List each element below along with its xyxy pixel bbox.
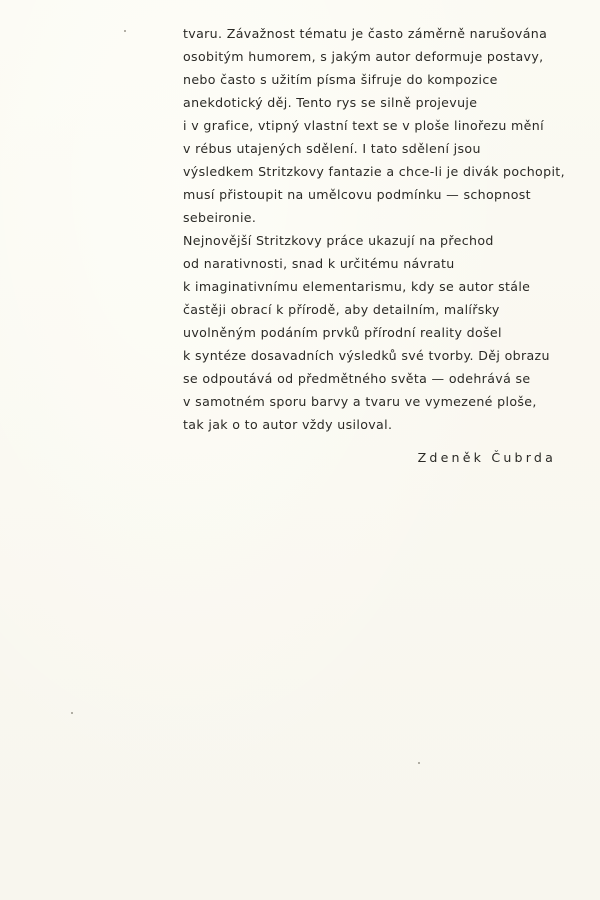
text-line: od narativnosti, snad k určitému návratu bbox=[183, 256, 455, 271]
text-line: Nejnovější Stritzkovy práce ukazují na přechod bbox=[183, 233, 494, 248]
paper-speck bbox=[71, 712, 73, 714]
paper-speck bbox=[418, 762, 420, 764]
text-line: k syntéze dosavadních výsledků své tvorby. Děj obrazu bbox=[183, 348, 550, 363]
text-line: výsledkem Stritzkovy fantazie a chce-li je divák pochopit, bbox=[183, 164, 565, 179]
text-line: uvolněným podáním prvků přírodní reality došel bbox=[183, 325, 502, 340]
text-line: častěji obrací k přírodě, aby detailním, malířsky bbox=[183, 302, 500, 317]
text-line: k imaginativnímu elementarismu, kdy se autor stále bbox=[183, 279, 531, 294]
body-text bbox=[183, 22, 563, 436]
text-line: osobitým humorem, s jakým autor deformuje postavy, bbox=[183, 49, 544, 64]
text-line: musí přistoupit na umělcovu podmínku — schopnost bbox=[183, 187, 531, 202]
text-line: tak jak o to autor vždy usiloval. bbox=[183, 417, 393, 432]
text-line: sebeironie. bbox=[183, 210, 257, 225]
text-line: se odpoutává od předmětného světa — odehrává se bbox=[183, 371, 531, 386]
author-signature: Zdeněk Čubrda bbox=[417, 450, 556, 465]
text-line: nebo často s užitím písma šifruje do kompozice bbox=[183, 72, 498, 87]
text-line: v rébus utajených sdělení. I tato sdělení jsou bbox=[183, 141, 481, 156]
text-line: tvaru. Závažnost tématu je často záměrně narušována bbox=[183, 26, 548, 41]
text-line: i v grafice, vtipný vlastní text se v ploše linořezu mění bbox=[183, 118, 544, 133]
paper-speck bbox=[124, 30, 126, 32]
text-line: v samotném sporu barvy a tvaru ve vymezené ploše, bbox=[183, 394, 537, 409]
text-line: anekdotický děj. Tento rys se silně projevuje bbox=[183, 95, 478, 110]
